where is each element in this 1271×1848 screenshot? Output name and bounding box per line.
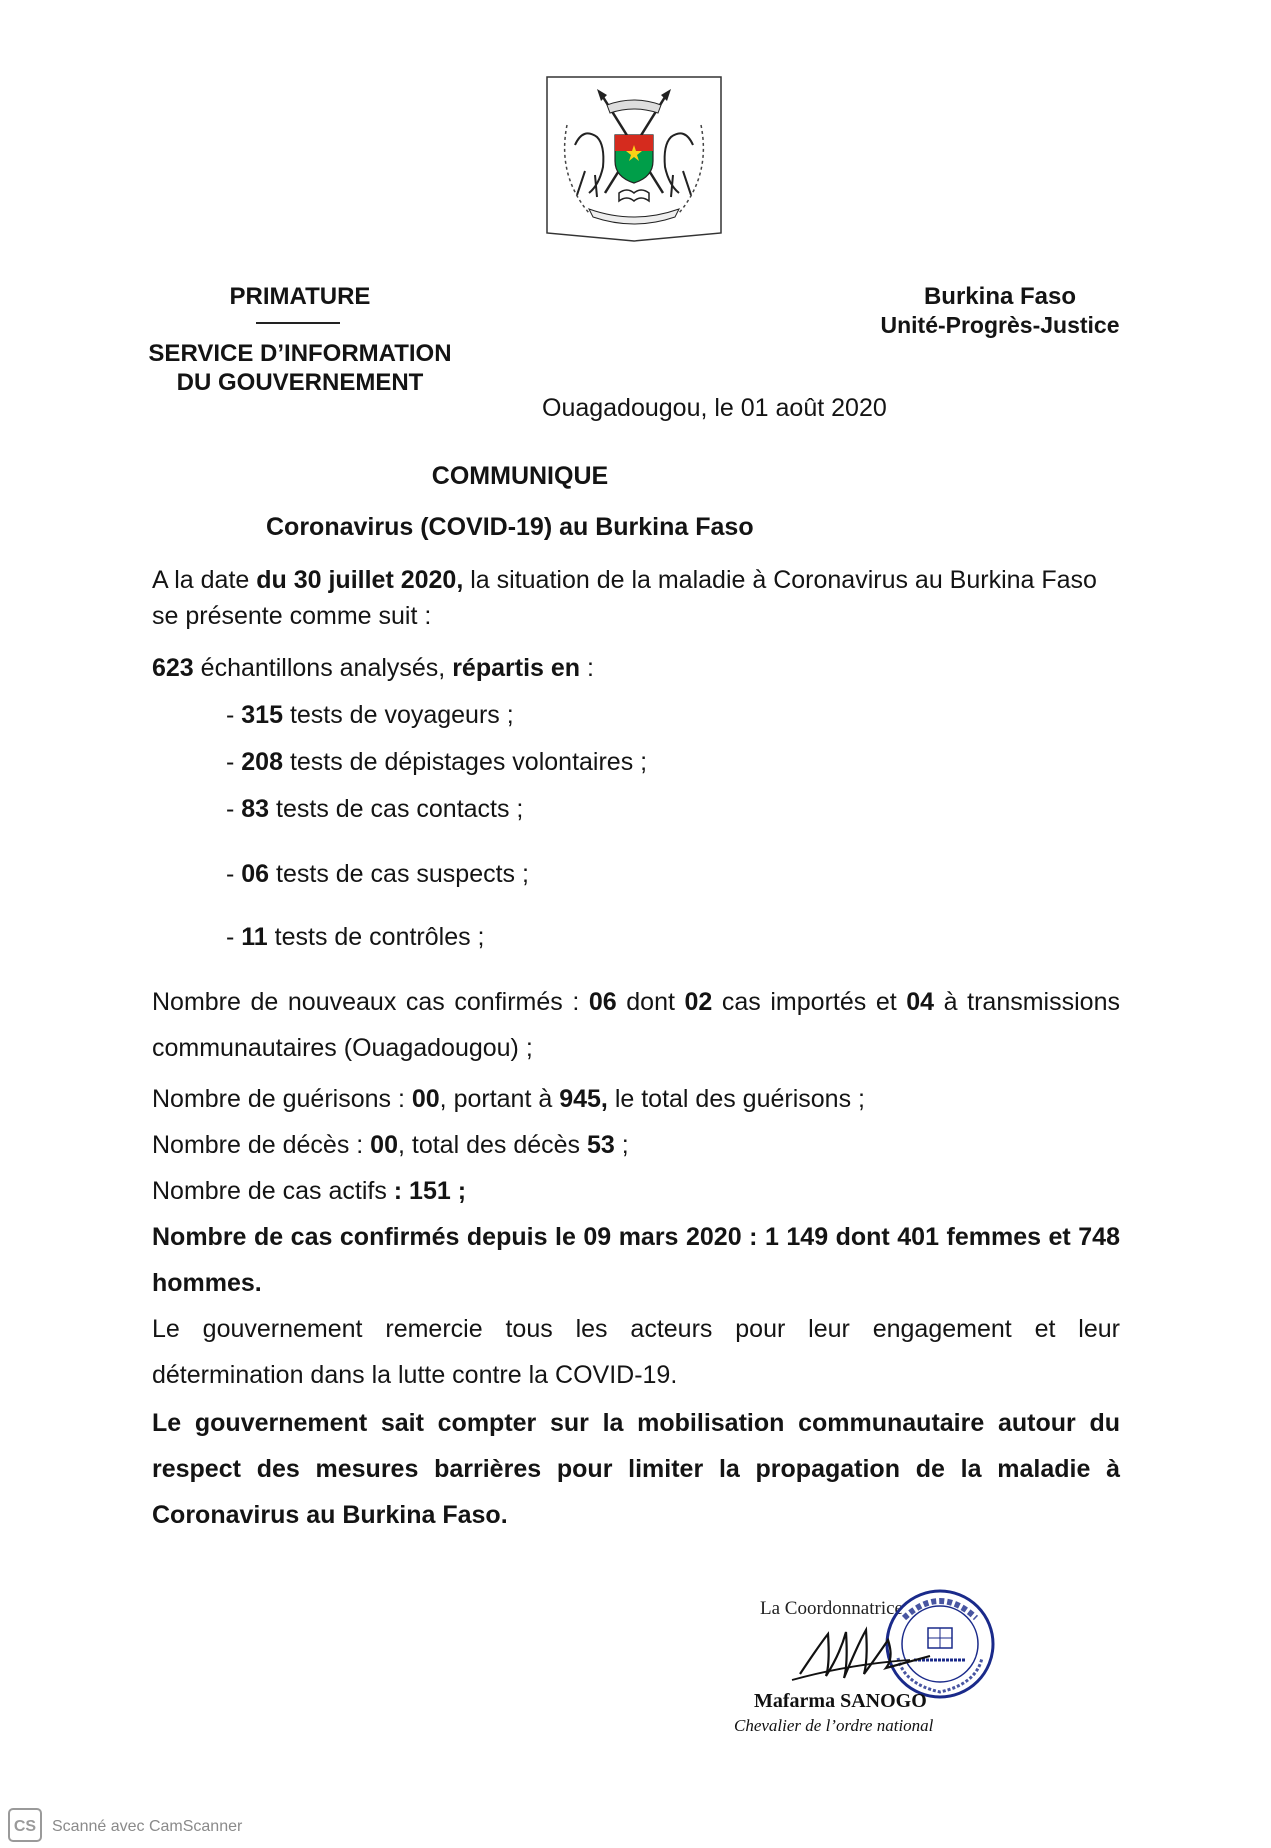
- header-gouvernement: DU GOUVERNEMENT: [176, 369, 424, 396]
- active-cases-line: Nombre de cas actifs : 151 ;: [152, 1177, 467, 1205]
- samples-line: 623 échantillons analysés, répartis en :: [152, 654, 594, 682]
- thanks-line-2: détermination dans la lutte contre la COVID-19.: [152, 1361, 678, 1389]
- document-date: Ouagadougou, le 01 août 2020: [542, 394, 887, 422]
- deaths-line: Nombre de décès : 00, total des décès 53 ;: [152, 1131, 629, 1159]
- signature-role: La Coordonnatrice: [760, 1598, 903, 1619]
- signatory-name: Mafarma SANOGO: [754, 1690, 927, 1712]
- test-item: - 315 tests de voyageurs ;: [226, 701, 514, 729]
- total-cases-line-1: Nombre de cas confirmés depuis le 09 mars 2020 : 1 149 dont 401 femmes et 748: [152, 1223, 1120, 1251]
- coat-of-arms: [545, 75, 723, 243]
- header-country: Burkina Faso: [923, 283, 1077, 310]
- closing-paragraph: [152, 1405, 1120, 1533]
- total-cases-paragraph: [152, 1219, 1120, 1301]
- closing-line-2: respect des mesures barrières pour limiter la propagation de la maladie à: [152, 1455, 1120, 1483]
- camscanner-label: Scanné avec CamScanner: [52, 1818, 243, 1835]
- new-cases-paragraph: [152, 984, 1120, 1066]
- camscanner-logo-icon: [8, 1808, 42, 1842]
- thanks-paragraph: [152, 1311, 1120, 1393]
- closing-line-3: Coronavirus au Burkina Faso.: [152, 1501, 508, 1529]
- test-item: - 208 tests de dépistages volontaires ;: [226, 748, 648, 776]
- intro-line-1: A la date du 30 juillet 2020, la situation de la maladie à Coronavirus au Burkina Faso: [152, 566, 1097, 594]
- document-subtitle: Coronavirus (COVID-19) au Burkina Faso: [266, 513, 754, 541]
- intro-paragraph: [152, 562, 1120, 634]
- header-service: SERVICE D’INFORMATION: [148, 340, 452, 367]
- test-item: - 06 tests de cas suspects ;: [226, 860, 529, 888]
- test-item: - 83 tests de cas contacts ;: [226, 795, 524, 823]
- new-cases-line-1: Nombre de nouveaux cas confirmés : 06 dont 02 cas importés et 04 à transmissions: [152, 988, 1120, 1016]
- new-cases-line-2: communautaires (Ouagadougou) ;: [152, 1034, 533, 1062]
- document-title: COMMUNIQUE: [431, 462, 609, 490]
- intro-line-2: se présente comme suit :: [152, 602, 432, 630]
- camscanner-logo-text: CS: [13, 1818, 37, 1835]
- test-item: - 11 tests de contrôles ;: [226, 923, 485, 951]
- handwritten-signature: [790, 1614, 940, 1694]
- signatory-distinction: Chevalier de l’ordre national: [734, 1716, 934, 1735]
- thanks-line-1: Le gouvernement remercie tous les acteurs pour leur engagement et leur: [152, 1315, 1120, 1343]
- total-cases-line-2: hommes.: [152, 1269, 262, 1297]
- header-primature: PRIMATURE: [229, 283, 371, 310]
- header-divider: [256, 322, 340, 324]
- closing-line-1: Le gouvernement sait compter sur la mobilisation communautaire autour du: [152, 1409, 1120, 1437]
- recoveries-line: Nombre de guérisons : 00, portant à 945, le total des guérisons ;: [152, 1085, 865, 1113]
- header-motto: Unité-Progrès-Justice: [880, 312, 1120, 338]
